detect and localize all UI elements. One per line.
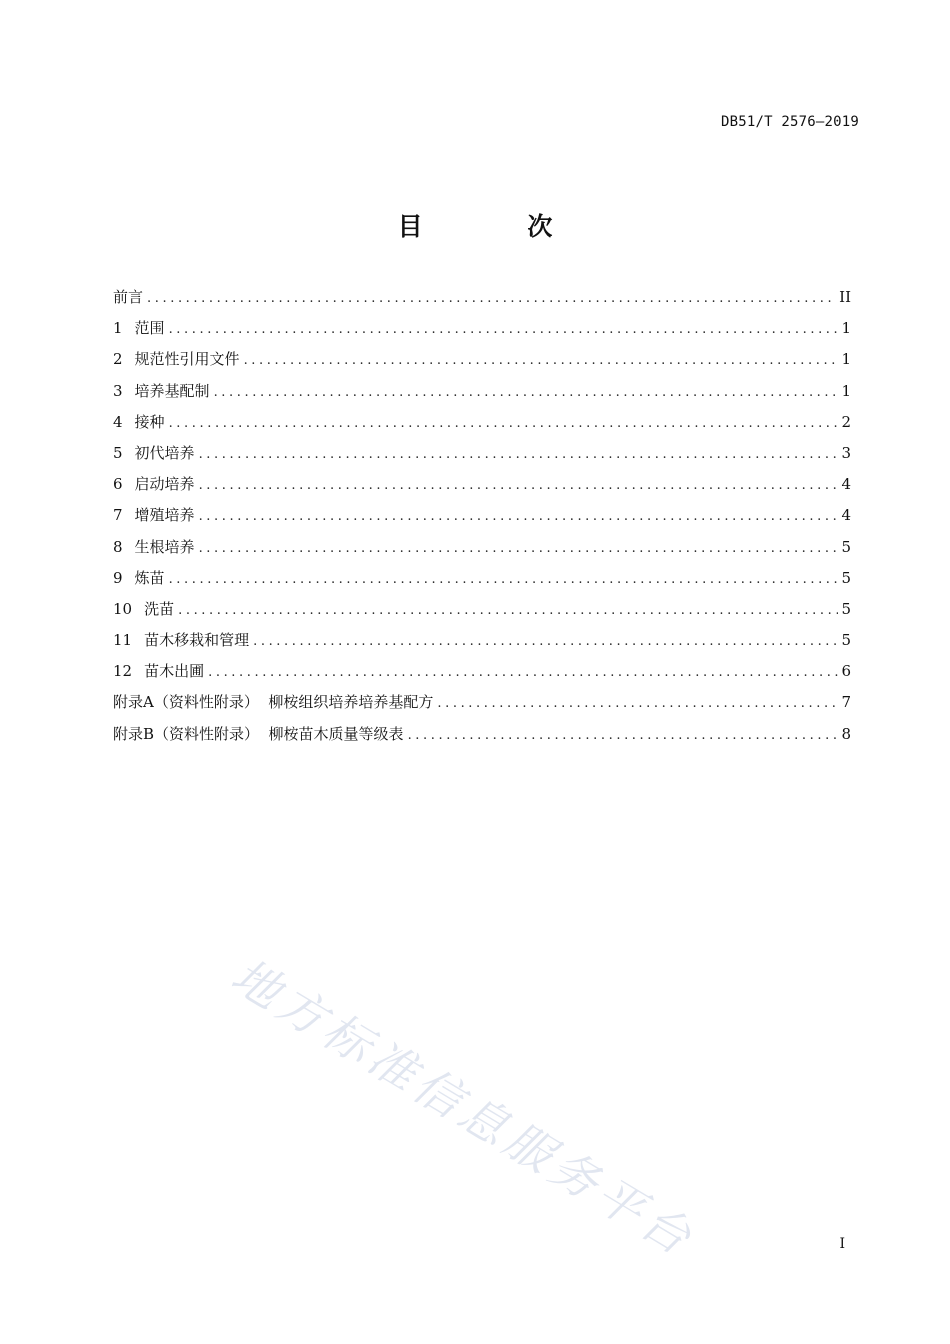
toc-entry-number: 6 bbox=[113, 475, 123, 494]
toc-entry-label: 苗木移栽和管理 bbox=[144, 631, 250, 650]
toc-leader-dots bbox=[437, 688, 838, 719]
toc-entry-label: 附录A（资料性附录） 柳桉组织培养培养基配方 bbox=[113, 693, 434, 712]
toc-entry-label: 培养基配制 bbox=[134, 381, 210, 400]
toc-leader-dots bbox=[199, 470, 838, 501]
toc-leader-dots bbox=[169, 564, 838, 595]
toc-leader-dots bbox=[253, 626, 838, 657]
toc-entry-page: 8 bbox=[841, 724, 851, 743]
toc-leader-dots bbox=[178, 595, 838, 626]
toc-leader-dots bbox=[199, 501, 838, 532]
toc-entry-number: 9 bbox=[113, 568, 123, 587]
toc-entry-label: 接种 bbox=[134, 412, 165, 431]
toc-entry-number: 2 bbox=[113, 350, 123, 369]
toc-entry-3[interactable] bbox=[113, 376, 851, 407]
toc-leader-dots bbox=[147, 283, 836, 314]
toc-entry-6[interactable] bbox=[113, 469, 851, 500]
toc-entry-page: 5 bbox=[841, 599, 851, 618]
toc-leader-dots bbox=[214, 377, 838, 408]
toc-leader-dots bbox=[199, 533, 838, 564]
toc-entry-appendix-b[interactable] bbox=[113, 719, 851, 750]
toc-entry-label: 初代培养 bbox=[134, 443, 195, 462]
toc-entry-label: 规范性引用文件 bbox=[134, 350, 240, 369]
toc-entry-label: 前言 bbox=[113, 288, 144, 306]
toc-leader-dots bbox=[208, 657, 838, 688]
page-number: I bbox=[839, 1236, 845, 1252]
toc-entry-appendix-a[interactable] bbox=[113, 687, 851, 718]
toc-entry-7[interactable] bbox=[113, 500, 851, 531]
toc-entry-page: II bbox=[839, 288, 851, 306]
toc-entry-label: 洗苗 bbox=[144, 599, 175, 618]
toc-entry-label: 生根培养 bbox=[134, 537, 195, 556]
toc-entry-5[interactable] bbox=[113, 438, 851, 469]
toc-entry-page: 1 bbox=[841, 319, 851, 338]
toc-entry-page: 1 bbox=[841, 381, 851, 400]
toc-entry-foreword[interactable] bbox=[113, 282, 851, 313]
toc-entry-label: 增殖培养 bbox=[134, 506, 195, 525]
toc-entry-page: 2 bbox=[841, 412, 851, 431]
toc-entry-number: 3 bbox=[113, 381, 123, 400]
toc-entry-page: 1 bbox=[841, 350, 851, 369]
toc-entry-1[interactable] bbox=[113, 313, 851, 344]
toc-entry-page: 4 bbox=[841, 475, 851, 494]
toc-entry-number: 4 bbox=[113, 412, 123, 431]
toc-entry-page: 5 bbox=[841, 568, 851, 587]
toc-entry-number: 12 bbox=[113, 662, 133, 681]
toc-entry-9[interactable] bbox=[113, 563, 851, 594]
toc-entry-number: 7 bbox=[113, 506, 123, 525]
page-title: 目 次 bbox=[397, 212, 601, 241]
toc-entry-8[interactable] bbox=[113, 532, 851, 563]
toc-entry-label: 附录B（资料性附录） 柳桉苗木质量等级表 bbox=[113, 724, 404, 743]
toc-entry-11[interactable] bbox=[113, 625, 851, 656]
toc-entry-label: 启动培养 bbox=[134, 475, 195, 494]
toc-entry-12[interactable] bbox=[113, 656, 851, 687]
toc-entry-number: 10 bbox=[113, 599, 133, 618]
toc-entry-label: 范围 bbox=[134, 319, 165, 338]
toc-entry-page: 6 bbox=[841, 662, 851, 681]
toc-entry-4[interactable] bbox=[113, 407, 851, 438]
toc-entry-page: 4 bbox=[841, 506, 851, 525]
toc-leader-dots bbox=[408, 720, 838, 751]
toc-entry-label: 炼苗 bbox=[134, 568, 165, 587]
toc-entry-2[interactable] bbox=[113, 344, 851, 375]
toc-leader-dots bbox=[169, 314, 838, 345]
standard-number: DB51/T 2576—2019 bbox=[720, 114, 859, 130]
toc-entry-number: 5 bbox=[113, 443, 123, 462]
toc-entry-page: 7 bbox=[841, 693, 851, 712]
watermark-text: 地方标准信息服务平台 bbox=[221, 948, 705, 1269]
toc-entry-10[interactable] bbox=[113, 594, 851, 625]
toc-entry-number: 8 bbox=[113, 537, 123, 556]
toc-entry-label: 苗木出圃 bbox=[144, 662, 205, 681]
toc-entry-page: 3 bbox=[841, 443, 851, 462]
toc-entry-page: 5 bbox=[841, 537, 851, 556]
table-of-contents bbox=[113, 282, 851, 750]
toc-entry-page: 5 bbox=[841, 631, 851, 650]
toc-leader-dots bbox=[199, 439, 838, 470]
toc-entry-number: 1 bbox=[113, 319, 123, 338]
toc-entry-number: 11 bbox=[113, 631, 133, 650]
toc-leader-dots bbox=[244, 345, 838, 376]
toc-leader-dots bbox=[169, 408, 838, 439]
